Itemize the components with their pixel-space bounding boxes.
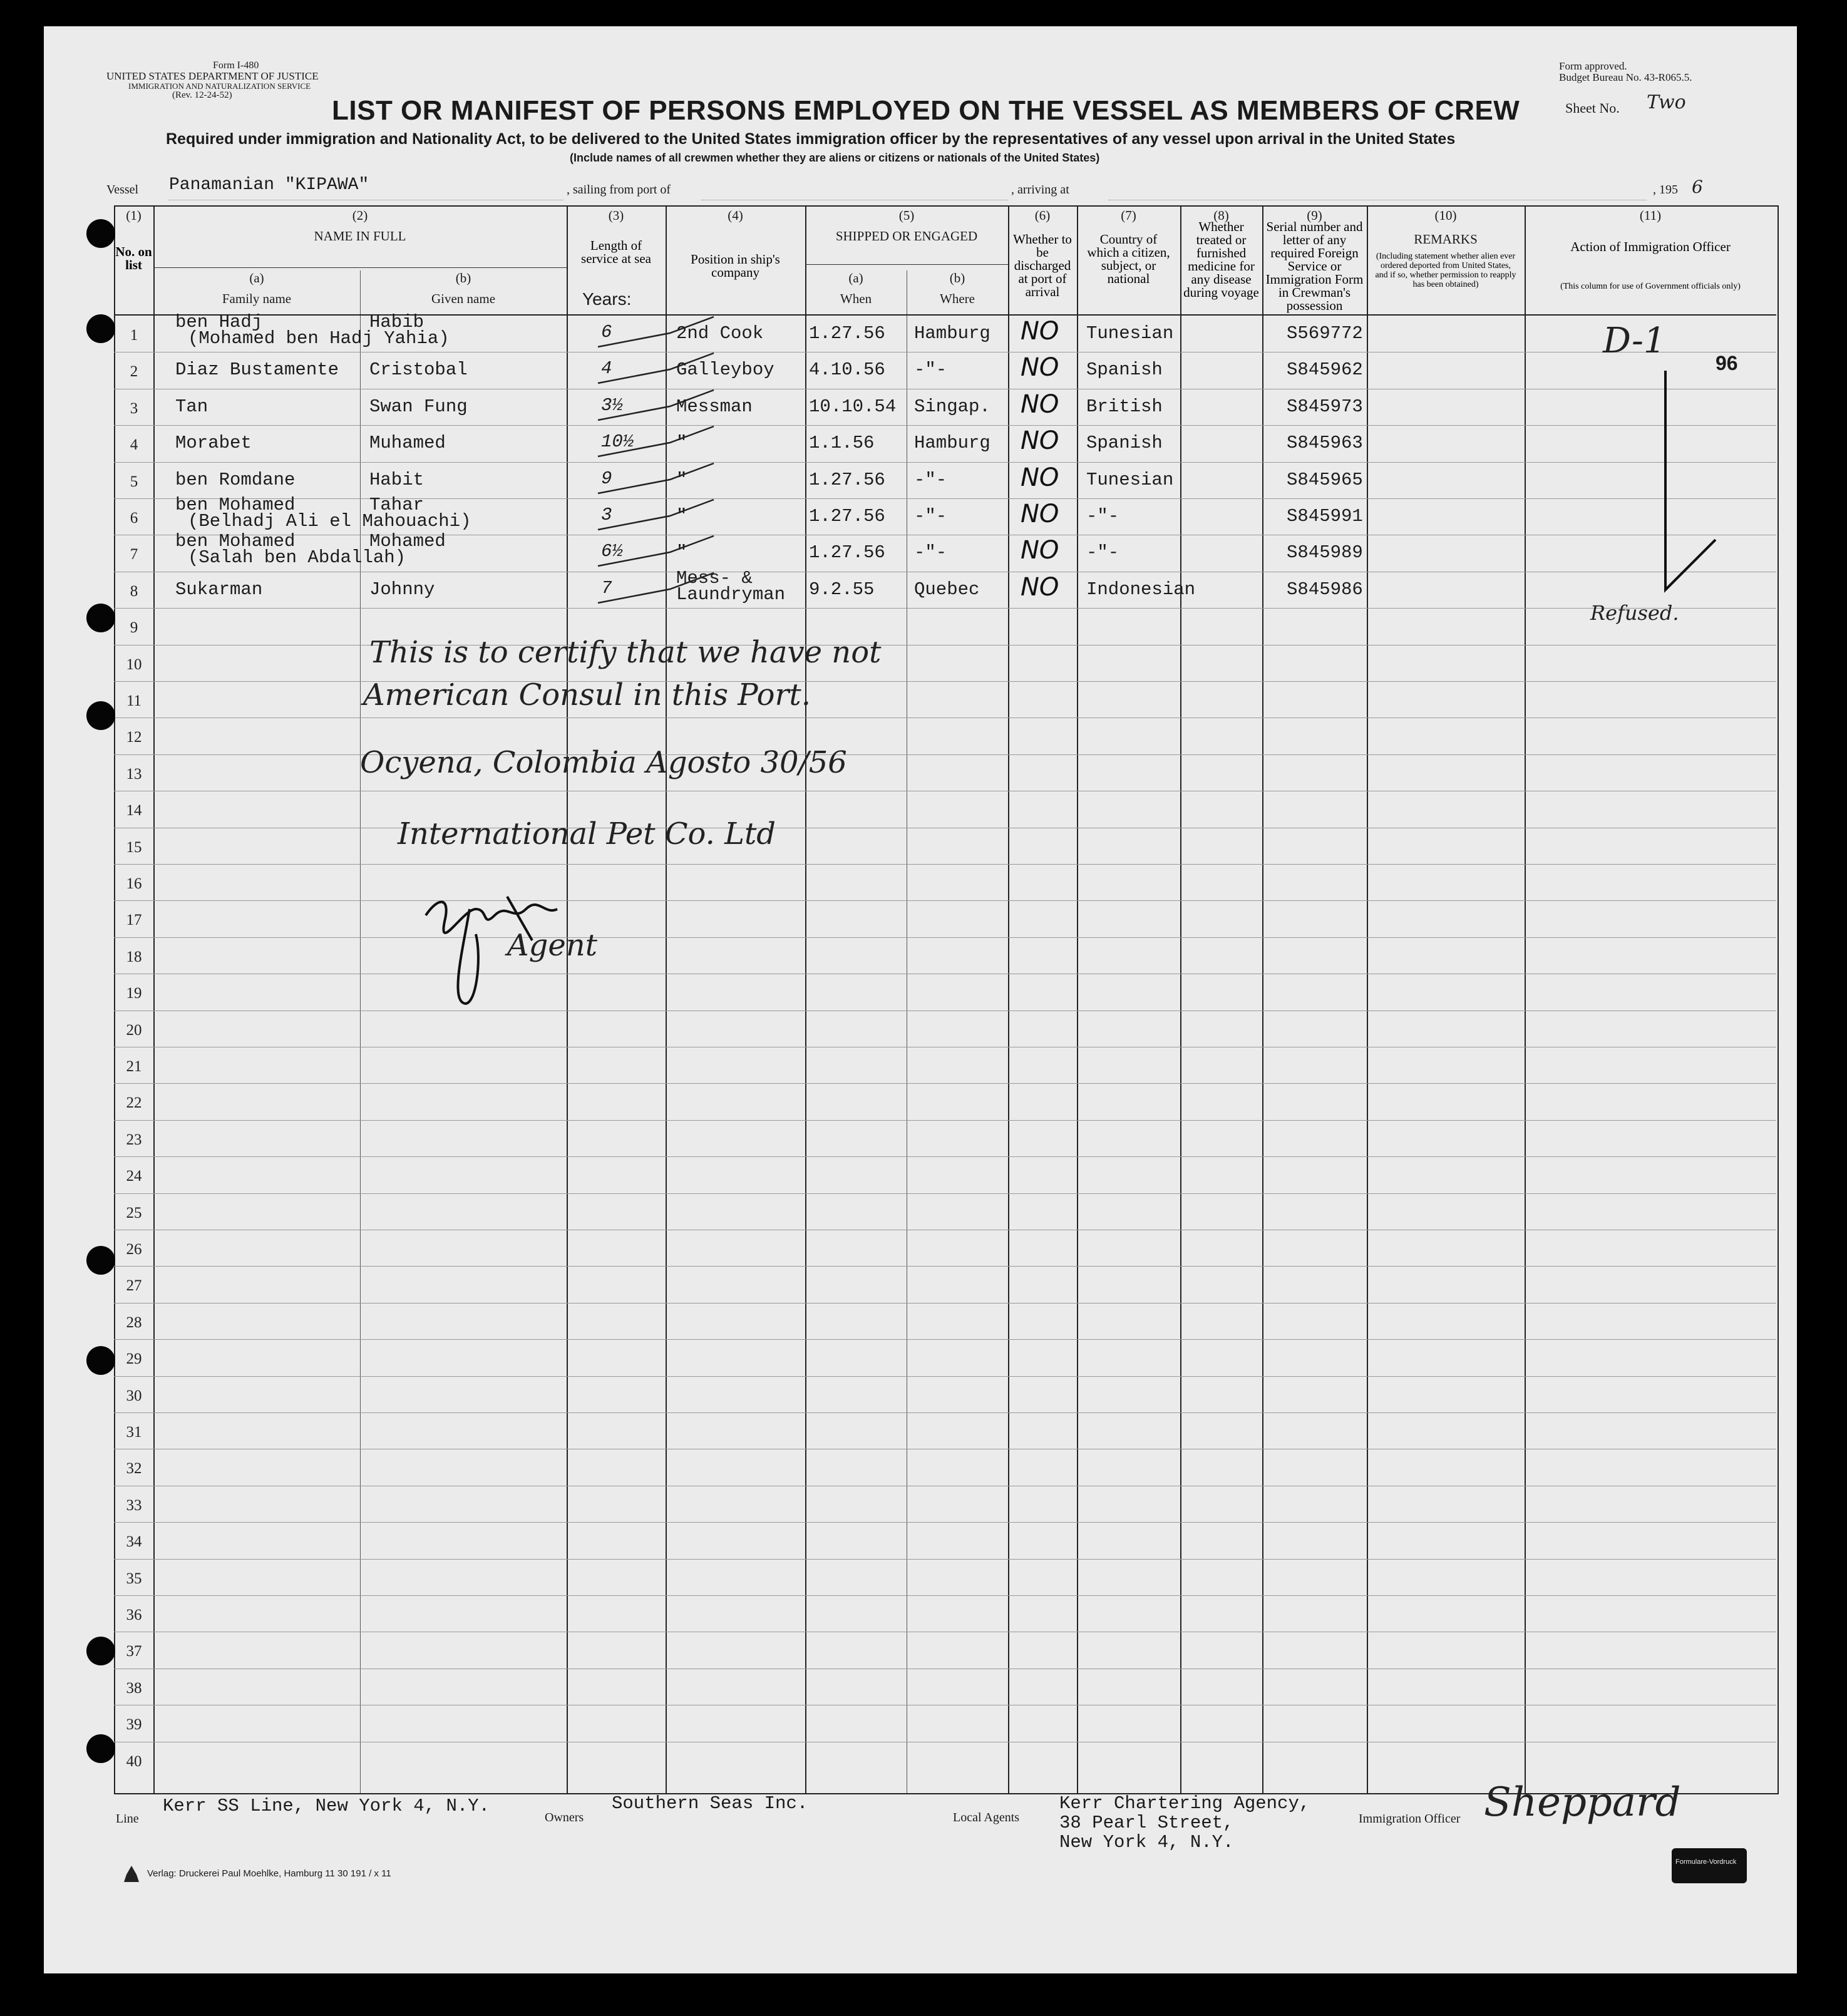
binder-hole (86, 1734, 115, 1763)
row-number: 2 (130, 363, 138, 381)
row-number: 23 (126, 1131, 142, 1148)
crew-position: Galleyboy (676, 359, 774, 381)
agents-line2: 38 Pearl Street, (1059, 1813, 1234, 1833)
binder-hole (86, 701, 115, 730)
crew-discharged: NO (1021, 536, 1059, 565)
crew-shipped-when: 9.2.55 (809, 579, 875, 600)
crew-position-cont: Laundryman (676, 584, 786, 605)
col3-header: Length of service at sea (581, 238, 651, 266)
col9-number: (9) (1307, 208, 1322, 223)
crew-years-at-sea: 3½ (601, 394, 623, 416)
crew-shipped-where: -"- (914, 542, 947, 563)
crew-shipped-where: Hamburg (914, 433, 990, 454)
row-rule (114, 864, 1776, 865)
row-number: 27 (126, 1277, 142, 1295)
col8-header: Whether treated or furnished medicine for any disease during voyage (1183, 219, 1259, 300)
years-strike-mark (595, 389, 720, 426)
col10-header: REMARKS (1414, 232, 1478, 247)
crew-family-name-alt: (Mohamed ben Hadj Yahia) (188, 328, 450, 349)
crew-years-at-sea: 6½ (601, 541, 623, 562)
line-label: Line (116, 1812, 139, 1826)
row-number: 28 (126, 1314, 142, 1331)
col2-number: (2) (352, 208, 368, 223)
col3-number: (3) (608, 208, 624, 223)
printer-logo-icon (119, 1861, 144, 1886)
row-number: 3 (130, 399, 138, 417)
crew-discharged: NO (1021, 317, 1059, 346)
crew-shipped-where: Singap. (914, 396, 990, 417)
binder-hole (86, 604, 115, 632)
row-rule (114, 1303, 1776, 1304)
years-strike-mark (595, 462, 720, 500)
row-number: 25 (126, 1204, 142, 1221)
crew-country: Spanish (1086, 359, 1163, 381)
crew-discharged: NO (1021, 463, 1059, 492)
crew-shipped-where: -"- (914, 506, 947, 527)
arriving-label: , arriving at (1011, 183, 1069, 197)
sheet-label: Sheet No. (1565, 100, 1620, 116)
crew-years-at-sea: 4 (601, 358, 612, 379)
crew-position: " (676, 433, 687, 454)
line-value: Kerr SS Line, New York 4, N.Y. (163, 1796, 490, 1816)
crew-years-at-sea: 7 (601, 577, 612, 599)
crew-family-name-alt: (Salah ben Abdallah) (188, 547, 406, 568)
col4-number: (4) (728, 208, 743, 223)
row-number: 9 (130, 619, 138, 637)
col2-header: NAME IN FULL (314, 229, 406, 244)
row-rule (114, 717, 1776, 718)
binder-hole (86, 1246, 115, 1275)
row-number: 19 (126, 985, 142, 1002)
form-subtitle-note: (Include names of all crewmen whether they are aliens or citizens or nationals of the United States) (570, 152, 1100, 164)
crew-shipped-when: 4.10.56 (809, 359, 885, 381)
crew-given-name: Johnny (369, 579, 435, 600)
row-number: 29 (126, 1350, 142, 1368)
years-strike-mark (595, 425, 720, 463)
row-rule (114, 937, 1776, 938)
row-rule (114, 1266, 1776, 1267)
printer-imprint: Verlag: Druckerei Paul Moehlke, Hamburg 11 30 191 / x 11 (147, 1868, 391, 1879)
crew-shipped-where: -"- (914, 469, 947, 490)
crew-position: 2nd Cook (676, 323, 764, 344)
col11-number: (11) (1639, 208, 1662, 223)
action-bracket-arrow (1628, 364, 1728, 596)
handwritten-place-date: Ocyena, Colombia Agosto 30/56 (360, 745, 847, 780)
col3-years: Years: (582, 289, 632, 309)
row-rule (114, 1595, 1776, 1596)
crew-given-name: Swan Fung (369, 396, 468, 417)
crew-country: Indonesian (1086, 579, 1196, 600)
crew-serial-number: S845991 (1287, 506, 1363, 527)
row-number: 12 (126, 729, 142, 746)
form-subtitle: Required under immigration and Nationality Act, to be delivered to the United States immigration officer by the representatives of any vessel upon arrival in the United States (166, 130, 1456, 148)
crew-family-name: Diaz Bustamente (175, 359, 339, 381)
row-number: 4 (130, 436, 138, 454)
form-number: Form I-480 (213, 60, 259, 71)
row-number: 6 (130, 510, 138, 527)
crew-shipped-when: 1.27.56 (809, 469, 885, 490)
binder-hole (86, 219, 115, 248)
crew-country: -"- (1086, 506, 1119, 527)
col10-note: (Including statement whether alien ever ordered deported from United States, and if so, whether permission to reapply has been obtained) (1375, 252, 1516, 289)
handwritten-certify-line1: This is to certify that we have not (369, 635, 882, 670)
col2b-tag: (b) (455, 270, 471, 285)
crew-position: " (676, 469, 687, 490)
crew-serial-number: S845965 (1287, 469, 1363, 490)
row-number: 16 (126, 875, 142, 892)
form-approved: Form approved. (1559, 60, 1627, 72)
crew-family-name: ben Romdane (175, 469, 296, 490)
crew-serial-number: S569772 (1287, 323, 1363, 344)
row-number: 13 (126, 765, 142, 783)
row-rule (114, 1083, 1776, 1084)
row-number: 1 (130, 327, 138, 344)
crew-family-name: ben Mohamed (175, 531, 296, 552)
crew-serial-number: S845986 (1287, 579, 1363, 600)
col4-header: Position in ship's company (691, 252, 780, 280)
col5b-header: Where (940, 291, 975, 306)
crew-shipped-where: -"- (914, 359, 947, 381)
row-rule (114, 1559, 1776, 1560)
handwritten-agent: Agent (507, 928, 597, 963)
crew-years-at-sea: 10½ (601, 431, 634, 453)
arriving-line (1108, 199, 1647, 200)
col2a-header: Family name (222, 291, 292, 306)
vessel-line (169, 199, 563, 200)
row-rule (114, 1412, 1776, 1413)
col5b-tag: (b) (949, 270, 965, 285)
sailing-label: , sailing from port of (567, 183, 671, 197)
crew-family-name: Sukarman (175, 579, 263, 600)
binder-hole (86, 1346, 115, 1375)
row-number: 38 (126, 1679, 142, 1697)
row-number: 21 (126, 1058, 142, 1075)
action-refused: Refused. (1590, 601, 1679, 625)
row-number: 8 (130, 582, 138, 600)
row-number: 32 (126, 1460, 142, 1478)
officer-label: Immigration Officer (1359, 1812, 1461, 1826)
row-number: 24 (126, 1168, 142, 1185)
owners-label: Owners (545, 1811, 584, 1824)
crew-country: British (1086, 396, 1163, 417)
col5a-tag: (a) (848, 270, 863, 285)
crew-serial-number: S845962 (1287, 359, 1363, 381)
crew-country: Tunesian (1086, 469, 1174, 490)
binder-hole (86, 314, 115, 343)
stamp-text: Formulare-Vordruck (1675, 1858, 1737, 1866)
col5-header: SHIPPED OR ENGAGED (835, 229, 978, 244)
col5-number: (5) (898, 208, 915, 223)
officer-signature: Sheppard (1484, 1779, 1681, 1826)
row-rule (114, 1120, 1776, 1121)
crew-shipped-when: 1.27.56 (809, 542, 885, 563)
years-strike-mark (595, 498, 720, 536)
row-rule (114, 1193, 1776, 1194)
agents-line3: New York 4, N.Y. (1059, 1832, 1234, 1853)
years-strike-mark (595, 535, 720, 572)
row-number: 33 (126, 1496, 142, 1514)
crew-given-name: Cristobal (369, 359, 468, 381)
years-strike-mark (595, 572, 720, 609)
crew-years-at-sea: 6 (601, 322, 612, 342)
crew-shipped-when: 1.27.56 (809, 506, 885, 527)
row-rule (114, 1156, 1776, 1157)
manifest-sheet (44, 26, 1797, 1973)
crew-years-at-sea: 9 (601, 468, 612, 489)
col10-number: (10) (1434, 208, 1457, 223)
service: IMMIGRATION AND NATURALIZATION SERVICE (128, 81, 311, 91)
budget-bureau: Budget Bureau No. 43-R065.5. (1559, 71, 1692, 83)
crew-family-name: ben Mohamed (175, 495, 296, 515)
col11-header: Action of Immigration Officer (1570, 239, 1731, 254)
agents-line1: Kerr Chartering Agency, (1059, 1793, 1310, 1814)
handwritten-certify-line2: American Consul in this Port. (363, 677, 811, 712)
crew-discharged: NO (1021, 426, 1059, 456)
crew-serial-number: S845963 (1287, 433, 1363, 454)
row-number: 17 (126, 912, 142, 929)
crew-given-name: Habit (369, 469, 424, 490)
row-number: 20 (126, 1021, 142, 1039)
row-number: 30 (126, 1387, 142, 1404)
crew-family-name: ben Hadj (175, 312, 263, 332)
year-label: , 195 (1653, 183, 1678, 197)
crew-shipped-when: 10.10.54 (809, 396, 897, 417)
sailing-line (701, 199, 1008, 200)
col1-number: (1) (126, 208, 141, 223)
col11-note: (This column for use of Government officials only) (1560, 282, 1741, 291)
row-number: 39 (126, 1716, 142, 1734)
row-rule (114, 425, 1776, 426)
row-rule (114, 608, 1776, 609)
row-number: 14 (126, 802, 142, 820)
row-rule (114, 462, 1776, 463)
crew-serial-number: S845973 (1287, 396, 1363, 417)
revision: (Rev. 12-24-52) (172, 90, 232, 100)
col2a-tag: (a) (249, 270, 264, 285)
crew-country: -"- (1086, 542, 1119, 563)
row-number: 26 (126, 1241, 142, 1258)
crew-given-name: Mohamed (369, 531, 446, 552)
crew-shipped-when: 1.27.56 (809, 323, 885, 344)
crew-shipped-where: Quebec (914, 579, 980, 600)
crew-family-name-alt: (Belhadj Ali el Mahouachi) (188, 511, 471, 532)
row-number: 7 (130, 546, 138, 563)
col7-header: Country of which a citizen, subject, or national (1087, 232, 1170, 286)
margin-number: 96 (1716, 352, 1738, 374)
row-number: 11 (126, 692, 142, 709)
row-rule (114, 1522, 1776, 1523)
crew-family-name: Morabet (175, 433, 252, 454)
crew-discharged: NO (1021, 353, 1059, 383)
row-number: 34 (126, 1533, 142, 1551)
form-title: LIST OR MANIFEST OF PERSONS EMPLOYED ON THE VESSEL AS MEMBERS OF CREW (332, 95, 1520, 126)
crew-shipped-where: Hamburg (914, 323, 990, 344)
crew-family-name: Tan (175, 396, 208, 417)
crew-years-at-sea: 3 (601, 505, 612, 525)
sheet-number: Two (1647, 91, 1686, 113)
crew-position: Mess- & (676, 567, 753, 589)
row-rule (114, 900, 1776, 901)
crew-discharged: NO (1021, 572, 1059, 602)
vessel-name: Panamanian "KIPAWA" (169, 175, 369, 195)
row-rule (114, 1339, 1776, 1340)
years-strike-mark (595, 316, 720, 353)
col6-header: Whether to be discharged at port of arrival (1013, 232, 1072, 299)
row-number: 37 (126, 1643, 142, 1660)
crew-position: " (676, 542, 687, 563)
row-number: 5 (130, 473, 138, 490)
col2b-header: Given name (431, 291, 496, 306)
col5a-header: When (840, 291, 872, 306)
crew-serial-number: S845989 (1287, 542, 1363, 563)
crew-given-name: Habib (369, 312, 424, 332)
row-number: 10 (126, 656, 142, 673)
row-rule (114, 1376, 1776, 1377)
row-number: 35 (126, 1570, 142, 1587)
years-strike-mark (595, 352, 720, 389)
crew-given-name: Tahar (369, 495, 424, 515)
crew-given-name: Muhamed (369, 433, 446, 454)
crew-position: Messman (676, 396, 753, 417)
row-number: 15 (126, 838, 142, 856)
col8-number: (8) (1213, 208, 1229, 223)
row-number: 36 (126, 1607, 142, 1623)
row-rule (114, 498, 1776, 499)
action-code: D-1 (1603, 321, 1666, 361)
department: UNITED STATES DEPARTMENT OF JUSTICE (106, 70, 319, 82)
year-digit: 6 (1692, 177, 1703, 197)
row-number: 22 (126, 1094, 142, 1112)
col7-number: (7) (1121, 208, 1136, 223)
crew-shipped-when: 1.1.56 (809, 433, 875, 454)
binder-hole (86, 1637, 115, 1665)
col6-number: (6) (1034, 208, 1051, 223)
crew-country: Spanish (1086, 433, 1163, 454)
stamp-logo (1672, 1848, 1747, 1883)
row-number: 18 (126, 948, 142, 965)
crew-position: " (676, 506, 687, 527)
crew-discharged: NO (1021, 389, 1059, 419)
vessel-label: Vessel (106, 183, 139, 197)
col1-header: No. on list (115, 244, 152, 272)
row-number: 31 (126, 1424, 142, 1441)
col9-header: Serial number and letter of any required Foreign Service or Immigration Form in Crewman's possession (1265, 219, 1364, 313)
crew-discharged: NO (1021, 500, 1059, 528)
handwritten-company: International Pet Co. Ltd (398, 816, 776, 851)
row-number: 40 (126, 1752, 142, 1770)
owners-value: Southern Seas Inc. (612, 1793, 808, 1814)
crew-country: Tunesian (1086, 323, 1174, 344)
agents-label: Local Agents (953, 1811, 1020, 1824)
